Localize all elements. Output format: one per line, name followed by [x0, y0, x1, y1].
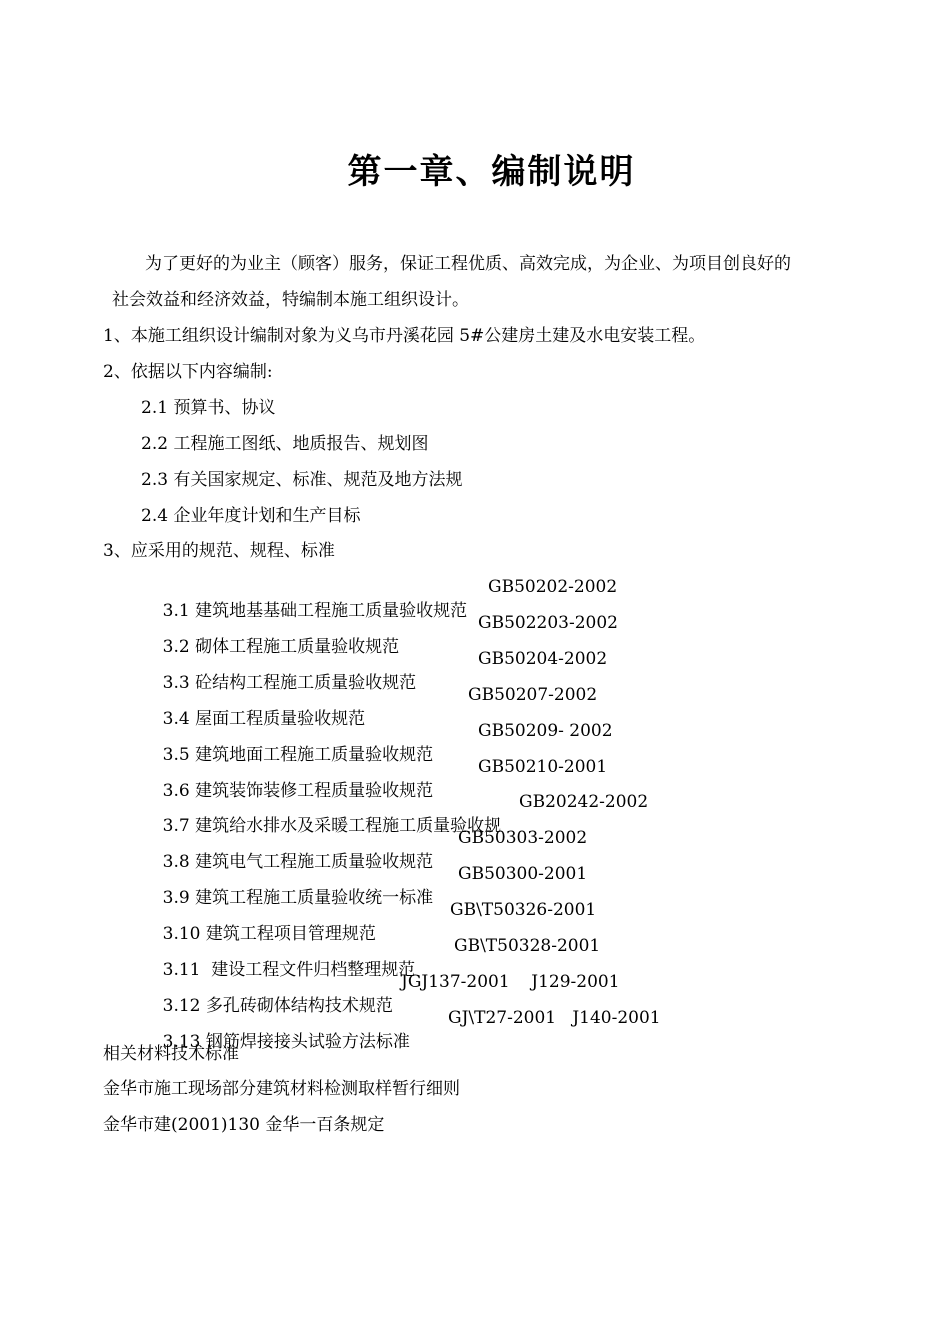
standard-code: GJ\T27-2001 J140-2001 — [448, 1008, 661, 1028]
standard-code: GB50210-2001 — [478, 757, 608, 777]
footer-line-3: 金华市建(2001)130 金华一百条规定 — [103, 1115, 385, 1135]
standard-name: 3.7 建筑给水排水及采暖工程施工质量验收规 — [162, 816, 502, 836]
standard-name: 3.6 建筑装饰装修工程质量验收规范 — [162, 781, 434, 801]
standard-code: GB50202-2002 — [488, 577, 618, 597]
standard-code: JGJ137-2001 J129-2001 — [401, 972, 620, 992]
standard-code: GB502203-2002 — [478, 613, 618, 633]
standard-name: 3.13 钢筋焊接接头试验方法标准 — [162, 1032, 410, 1052]
standard-name: 3.11 建设工程文件归档整理规范 — [162, 960, 416, 980]
item-2-sub-1: 2.1 预算书、协议 — [141, 398, 276, 418]
page-title: 第一章、编制说明 — [347, 152, 636, 192]
standard-code: GB\T50326-2001 — [450, 900, 597, 920]
standard-code: GB50303-2002 — [458, 828, 588, 848]
intro-line-2: 社会效益和经济效益，特编制本施工组织设计。 — [112, 290, 469, 310]
standard-name: 3.4 屋面工程质量验收规范 — [162, 709, 366, 729]
standard-name: 3.9 建筑工程施工质量验收统一标准 — [162, 888, 434, 908]
item-2-sub-2: 2.2 工程施工图纸、地质报告、规划图 — [141, 434, 429, 454]
footer-line-2: 金华市施工现场部分建筑材料检测取样暂行细则 — [103, 1079, 460, 1099]
item-1: 1、本施工组织设计编制对象为义乌市丹溪花园 5#公建房土建及水电安装工程。 — [103, 326, 706, 346]
standard-name: 3.2 砌体工程施工质量验收规范 — [162, 637, 400, 657]
standard-code: GB\T50328-2001 — [454, 936, 601, 956]
standard-name: 3.8 建筑电气工程施工质量验收规范 — [162, 852, 434, 872]
standard-code: GB50300-2001 — [458, 864, 588, 884]
standard-code: GB20242-2002 — [519, 792, 649, 812]
standard-code: GB50207-2002 — [468, 685, 598, 705]
standard-name: 3.12 多孔砖砌体结构技术规范 — [162, 996, 393, 1016]
item-2-sub-3: 2.3 有关国家规定、标准、规范及地方法规 — [141, 470, 463, 490]
item-3: 3、应采用的规范、规程、标准 — [103, 541, 335, 561]
standard-code: GB50204-2002 — [478, 649, 608, 669]
item-2-sub-4: 2.4 企业年度计划和生产目标 — [141, 506, 361, 526]
standard-name: 3.10 建筑工程项目管理规范 — [162, 924, 376, 944]
standard-code: GB50209- 2002 — [478, 721, 613, 741]
footer-line-1: 相关材料技术标准 — [103, 1044, 239, 1064]
standard-name: 3.1 建筑地基基础工程施工质量验收规范 — [162, 601, 468, 621]
standard-name: 3.5 建筑地面工程施工质量验收规范 — [162, 745, 434, 765]
item-2: 2、依据以下内容编制: — [103, 362, 273, 382]
intro-line-1: 为了更好的为业主（顾客）服务，保证工程优质、高效完成，为企业、为项目创良好的 — [145, 254, 791, 274]
standard-name: 3.3 砼结构工程施工质量验收规范 — [162, 673, 417, 693]
